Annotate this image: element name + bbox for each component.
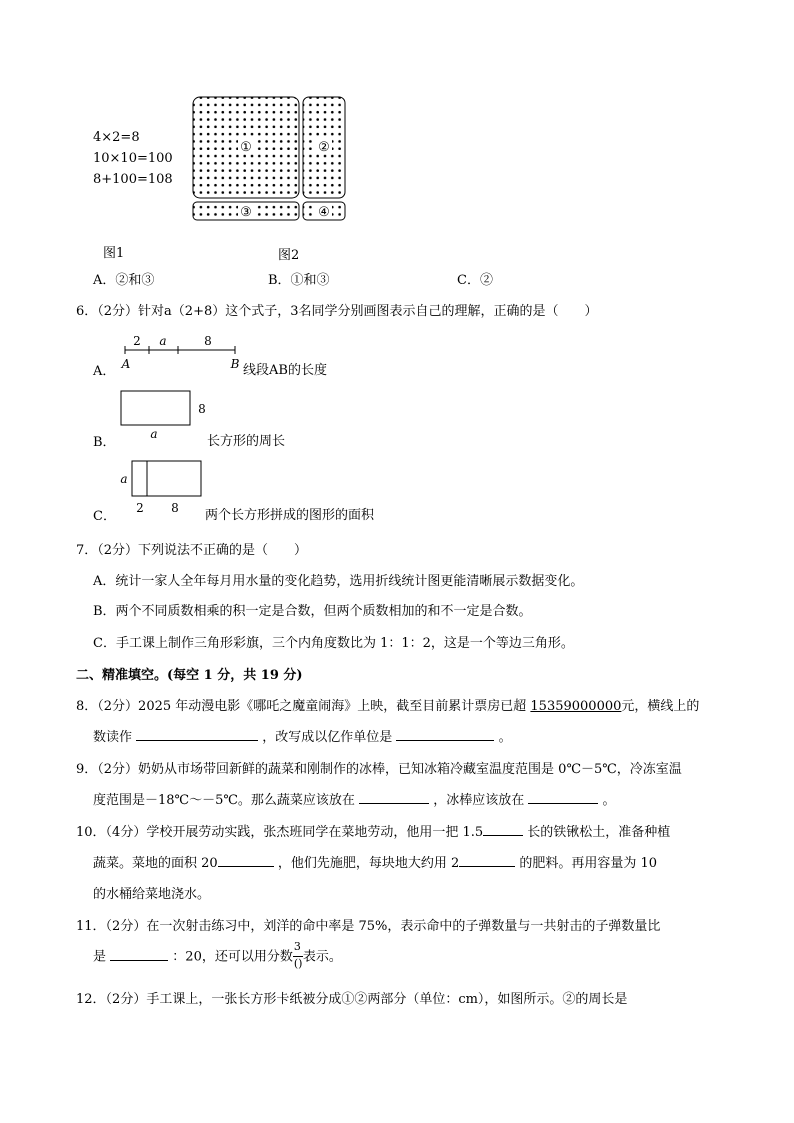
q8-blank-1[interactable] xyxy=(136,726,258,741)
q10-blank-1[interactable] xyxy=(483,821,523,836)
fig1-line-1: 4×2=8 xyxy=(93,130,140,145)
svg-text:a: a xyxy=(120,472,128,486)
q11-line-2: 是 ：20，还可以用分数 $\frac{3}{()}$ 表示。 xyxy=(93,940,342,970)
q6-option-b-letter: B． xyxy=(93,435,116,450)
q7-stem: 7．（2分）下列说法不正确的是（ ） xyxy=(76,543,308,558)
q5-option-b: B．①和③ xyxy=(268,273,330,288)
q7-option-c: C．手工课上制作三角形彩旗，三个内角度数比为 1：1：2，这是一个等边三角形。 xyxy=(93,636,574,651)
rectangle-c-diagram xyxy=(115,458,215,520)
q12-line-1: 12．（2分）手工课上，一张长方形卡纸被分成①②两部分（单位：cm），如图所示。②的周长是 xyxy=(76,992,628,1007)
q5-option-a: A．②和③ xyxy=(93,273,155,288)
q5-option-c: C．② xyxy=(457,273,493,288)
q10-blank-2[interactable] xyxy=(218,852,274,867)
q11-blank-1[interactable] xyxy=(110,946,168,961)
fig1-line-3: 8+100=108 xyxy=(93,172,173,187)
region-label-2: ② xyxy=(318,140,330,155)
fig1-caption: 图1 xyxy=(103,246,125,261)
q7-option-a: A．统计一家人全年每月用水量的变化趋势，选用折线统计图更能清晰展示数据变化。 xyxy=(93,574,584,589)
q9-blank-1[interactable] xyxy=(359,789,429,804)
q10-line-3: 的水桶给菜地浇水。 xyxy=(93,887,211,902)
q8-blank-2[interactable] xyxy=(396,726,494,741)
q9-line-1: 9．（2分）奶奶从市场带回新鲜的蔬菜和刚制作的冰棒，已知冰箱冷藏室温度范围是 0℃－5℃，冷冻室温 xyxy=(76,762,682,777)
q6-option-b-desc: 长方形的周长 xyxy=(207,434,286,449)
svg-text:B: B xyxy=(230,357,240,371)
svg-text:A: A xyxy=(121,357,131,371)
q11-line-1: 11．（2分）在一次射击练习中，刘洋的命中率是 75%，表示命中的子弹数量与一共射击的子弹数量比 xyxy=(76,919,661,934)
region-label-3: ③ xyxy=(240,205,252,220)
q6-option-a-letter: A． xyxy=(93,364,116,379)
dot-grid-figure xyxy=(190,94,350,224)
svg-text:a: a xyxy=(159,334,167,348)
q7-option-b: B．两个不同质数相乘的积一定是合数，但两个质数相加的和不一定是合数。 xyxy=(93,604,532,619)
q6-option-c-desc: 两个长方形拼成的图形的面积 xyxy=(205,508,375,523)
svg-text:8: 8 xyxy=(204,334,212,348)
region-label-1: ① xyxy=(240,140,252,155)
q10-line-2: 蔬菜。菜地的面积 20 ，他们先施肥，每块地大约用 2 的肥料。再用容量为 10 xyxy=(93,852,657,871)
svg-text:2: 2 xyxy=(136,501,144,515)
region-label-4: ④ xyxy=(318,205,330,220)
section-2-heading: 二、精准填空。(每空 1 分，共 19 分) xyxy=(76,668,303,683)
svg-text:8: 8 xyxy=(198,402,206,416)
svg-text:2: 2 xyxy=(133,334,141,348)
fig1-line-2: 10×10=100 xyxy=(93,151,173,166)
q10-blank-3[interactable] xyxy=(459,852,515,867)
q8-line-1: 8．（2分）2025 年动漫电影《哪吒之魔童闹海》上映，截至目前累计票房已超 15359000000元，横线上的 xyxy=(76,699,700,714)
q6-stem: 6．（2分）针对a（2+8）这个式子，3名同学分别画图表示自己的理解，正确的是（ ） xyxy=(76,304,598,319)
q6-option-a-desc: 线段AB的长度 xyxy=(243,363,327,378)
rectangle-b-diagram xyxy=(118,388,218,444)
q8-line-2: 数读作 ，改写成以亿作单位是 。 xyxy=(93,726,512,745)
svg-text:8: 8 xyxy=(171,501,179,515)
q9-blank-2[interactable] xyxy=(528,789,598,804)
fig2-caption: 图2 xyxy=(278,248,300,263)
segment-diagram xyxy=(120,334,240,374)
svg-text:a: a xyxy=(150,427,158,441)
q9-line-2: 度范围是－18℃～－5℃。那么蔬菜应该放在 ，冰棒应该放在 。 xyxy=(93,789,616,808)
q11-fraction: $\frac{3}{()}$ xyxy=(293,940,303,970)
q8-number: 15359000000 xyxy=(530,699,622,714)
q6-option-c-letter: C． xyxy=(93,509,116,524)
q10-line-1: 10．（4分）学校开展劳动实践，张杰班同学在菜地劳动，他用一把 1.5 长的铁锹松土，准备种植 xyxy=(76,821,670,840)
